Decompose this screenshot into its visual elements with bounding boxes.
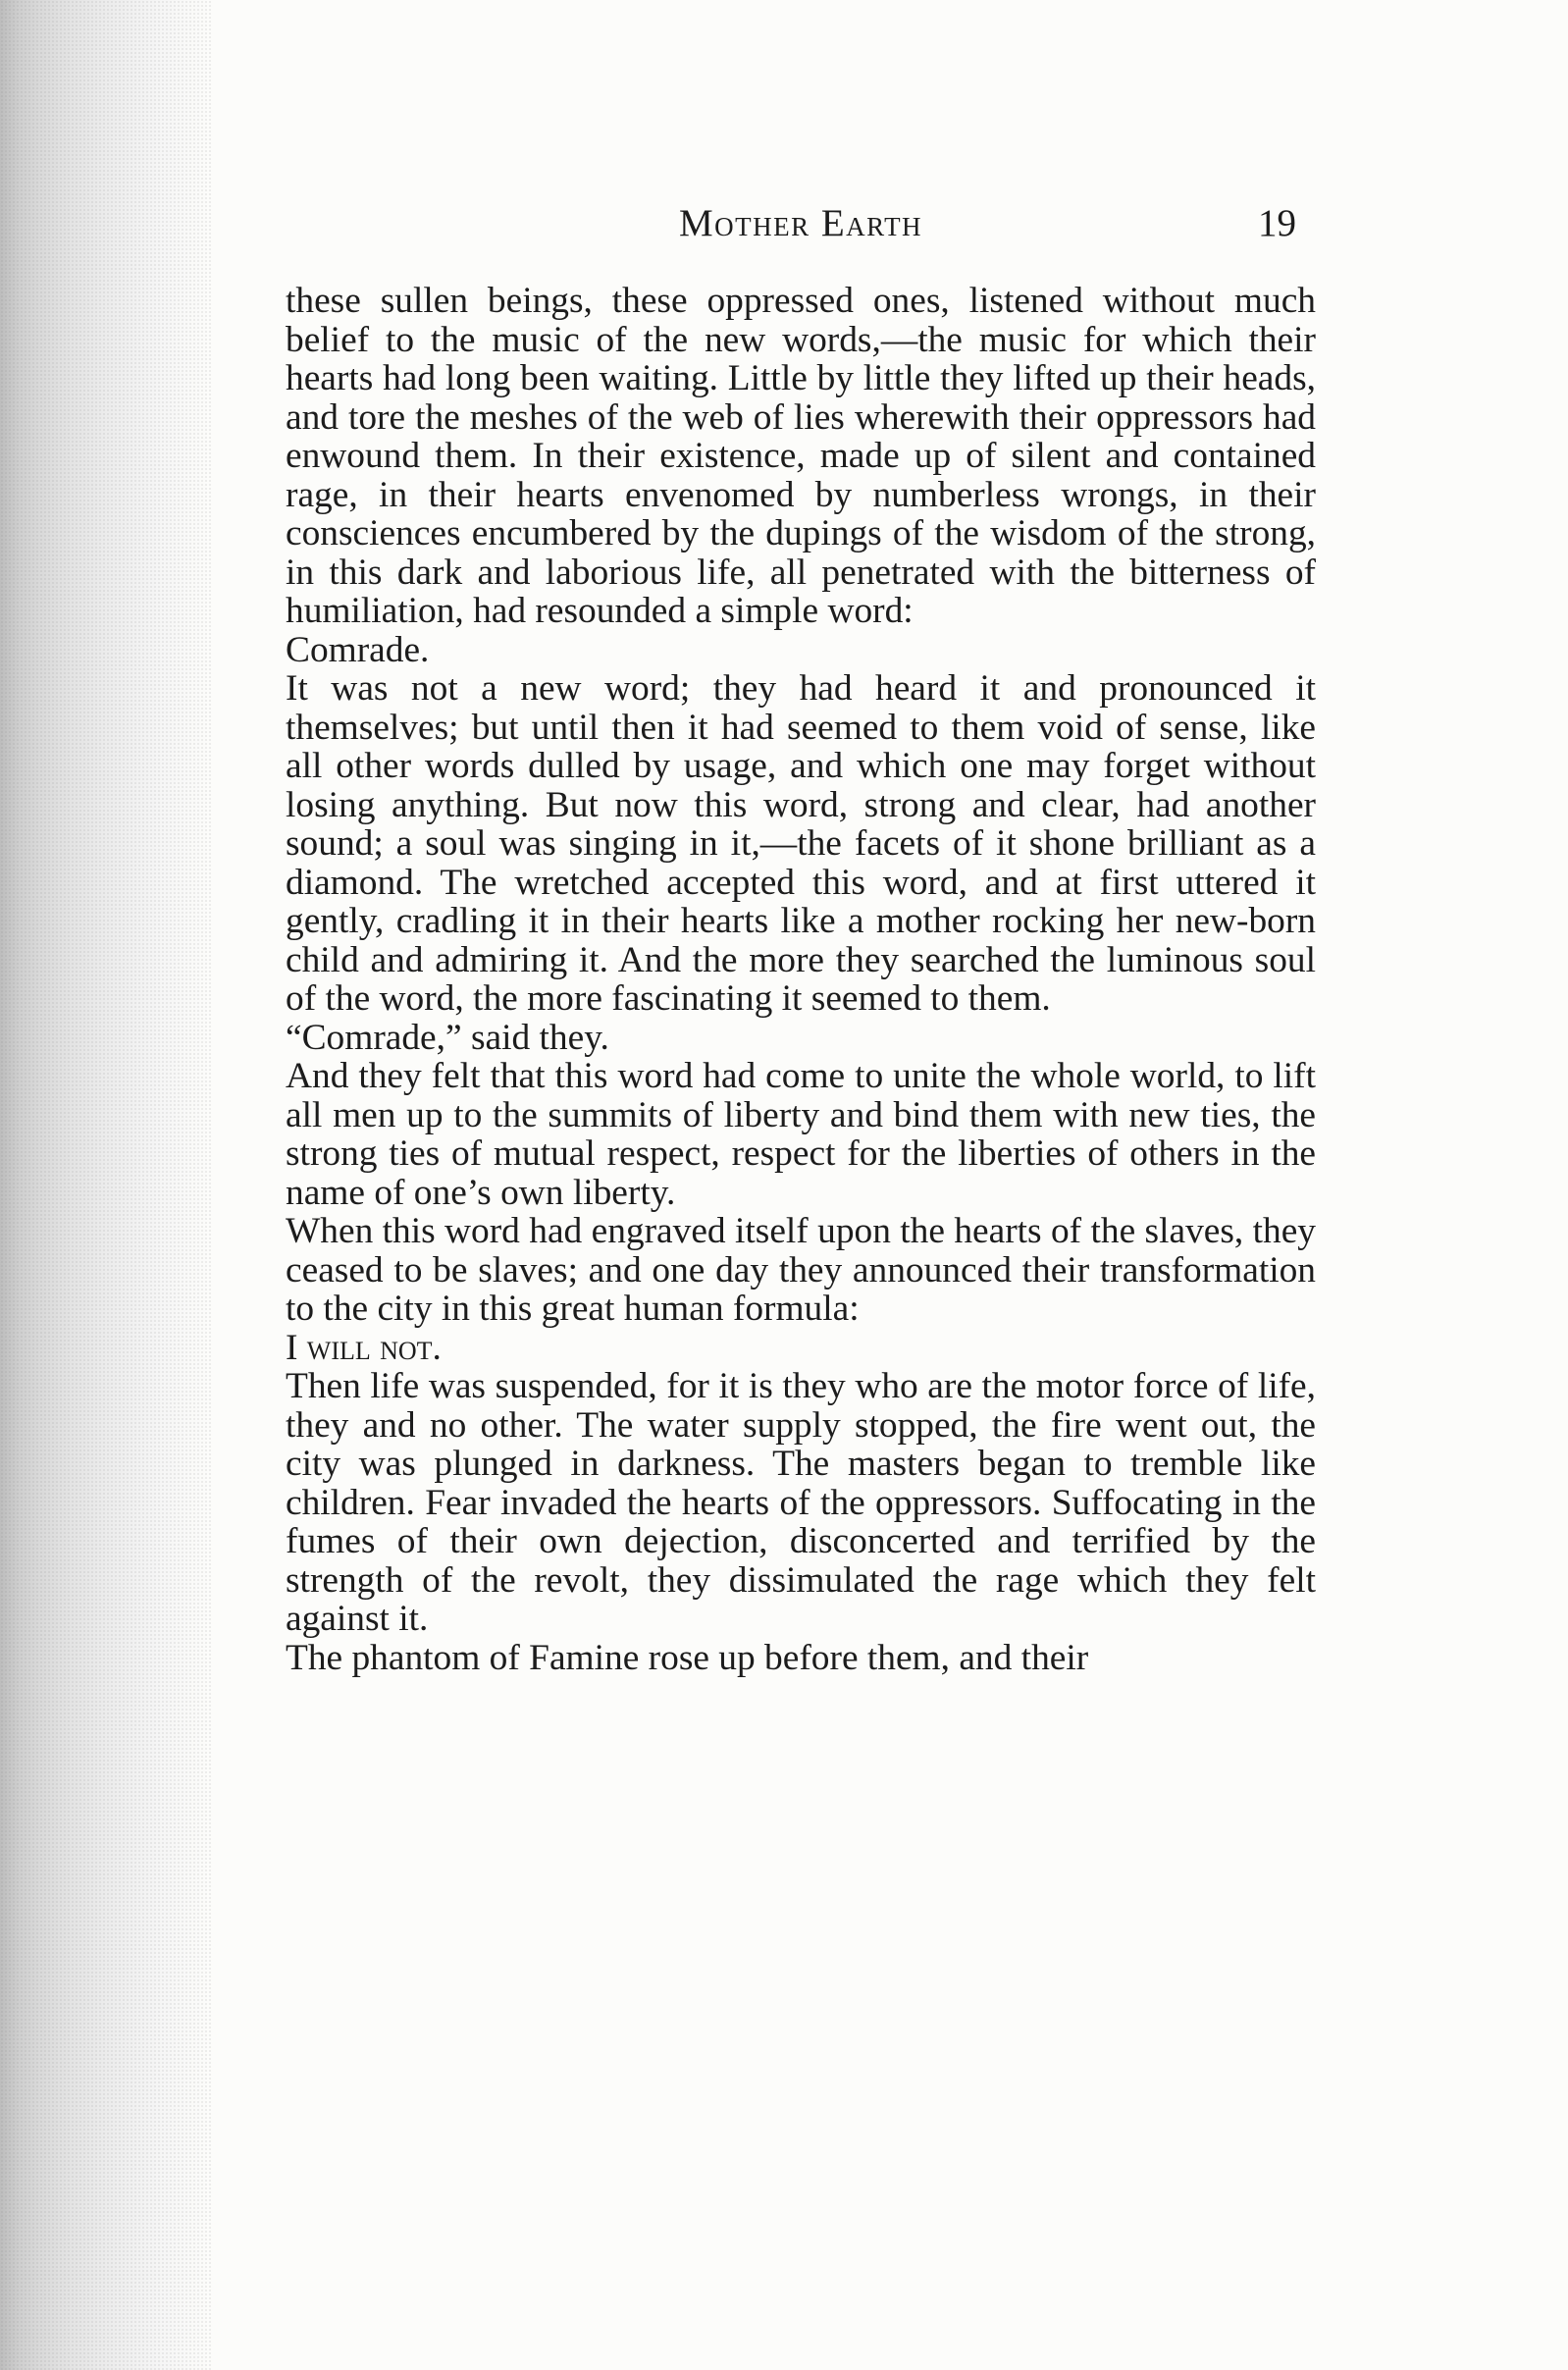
paragraph: It was not a new word; they had heard it and pronounced it themselves; but until then it had seemed to them void of sense, like all other words dulled by usage, and which one may forget without losing anything. But now this word, strong and clear, had another sound; a soul was singing in it,—the facets of it shone brilliant as a diamond. The wretched accepted this word, and at first uttered it gently, cradling it in their hearts like a mother rocking her new-born child and admiring it. And the more they searched the luminous soul of the word, the more fascinating it seemed to them. xyxy=(286,668,1316,1019)
book-page xyxy=(286,201,1316,1677)
running-head xyxy=(286,201,1316,260)
paragraph: The phantom of Famine rose up before them, and their xyxy=(286,1637,1089,1678)
paragraph: And they felt that this word had come to unite the whole world, to lift all men up to the summits of liberty and bind them with new ties, the strong ties of mutual respect, respect for the liberties of others in the name of one’s own liberty. xyxy=(286,1056,1316,1213)
page-binding-edge xyxy=(0,0,211,2370)
paragraph: Comrade. xyxy=(286,629,430,670)
paragraph: I will not. xyxy=(286,1327,442,1368)
paragraph: “Comrade,” said they. xyxy=(286,1017,609,1058)
running-title: Mother Earth xyxy=(678,202,923,244)
paragraph: When this word had engraved itself upon the hearts of the slaves, they ceased to be slaves; and one day they announced their transformation to the city in this great human formula: xyxy=(286,1211,1316,1329)
paragraph: Then life was suspended, for it is they who are the motor force of life, they and no other. The water supply stopped, the fire went out, the city was plunged in darkness. The masters began to tremble like children. Fear invaded the hearts of the oppressors. Suffocating in the fumes of their own dejection, disconcerted and terrified by the strength of the revolt, they dissimulated the rage which they felt against it. xyxy=(286,1366,1316,1639)
paragraph: these sullen beings, these oppressed ones, listened without much belief to the music of the new words,—the music for which their hearts had long been waiting. Little by little they lifted up their heads, and tore the meshes of the web of lies wherewith their oppressors had enwound them. In their existence, made up of silent and contained rage, in their hearts envenomed by numberless wrongs, in their consciences encumbered by the dupings of the wisdom of the strong, in this dark and laborious life, all penetrated with the bitterness of humiliation, had resounded a simple word: xyxy=(286,281,1316,631)
body-text xyxy=(286,282,1316,1677)
page-number: 19 xyxy=(1258,202,1296,244)
